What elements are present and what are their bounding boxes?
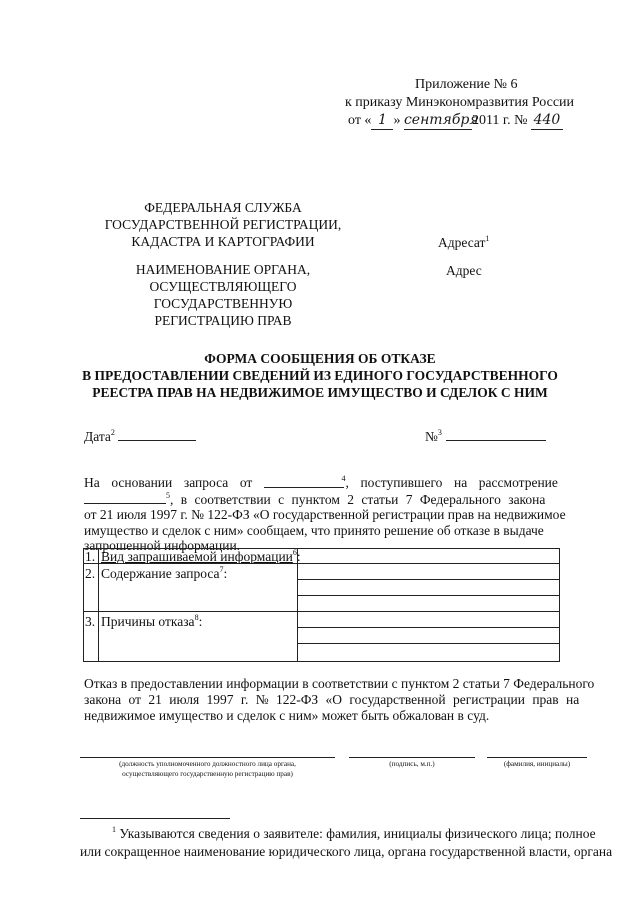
position-caption (80, 759, 335, 779)
title-line: ФОРМА СООБЩЕНИЯ ОБ ОТКАЗЕ (204, 351, 436, 366)
date-label (84, 428, 115, 445)
handwritten-number: 440 (531, 112, 563, 130)
appeal-line-2: закона от 21 июля 1997 г. № 122-ФЗ «О государственной регистрации прав на (84, 692, 580, 707)
word: поступившего (360, 475, 443, 490)
label-text: Содержание запроса (101, 566, 220, 581)
appendix-date-mid: » (393, 113, 401, 128)
request-text: , в соответствии с пунктом 2 статьи 7 Федерального закона (170, 492, 546, 507)
word: на (453, 475, 468, 490)
appendix-date-line (348, 112, 563, 130)
name-caption: (фамилия, инициалы) (503, 760, 571, 768)
service-line: ФЕДЕРАЛЬНАЯ СЛУЖБА (144, 200, 302, 215)
label-text: Причины отказа (101, 614, 195, 629)
receipt-date-field[interactable] (84, 490, 166, 504)
service-line: ГОСУДАРСТВЕННОЙ РЕГИСТРАЦИИ, (104, 217, 342, 232)
word: рассмотрение (478, 475, 558, 490)
footnote-ref: 5 (166, 491, 170, 500)
title-line: В ПРЕДОСТАВЛЕНИИ СВЕДЕНИЙ ИЗ ЕДИНОГО ГОСУДАРСТВЕННОГО (82, 368, 558, 383)
appendix-order: к приказу Минэкономразвития России (345, 95, 575, 110)
organ-line: ГОСУДАРСТВЕННУЮ (153, 296, 293, 311)
footnote-line-2: или сокращенное наименование юридического лица, органа государственной власти, органа (80, 844, 613, 859)
request-line-5: запрошенной информации. (84, 538, 241, 553)
appeal-line-1: Отказ в предоставлении информации в соответствии с пунктом 2 статьи 7 Федерального (84, 676, 595, 691)
word: запроса (183, 475, 229, 490)
request-line-3: от 21 июля 1997 г. № 122-ФЗ «О государственной регистрации прав на недвижимое (84, 507, 566, 522)
form-title (60, 350, 580, 401)
footnote-ref: 6 (292, 548, 297, 557)
footnote-ref: 1 (112, 825, 116, 834)
table-row-1-label (101, 548, 301, 565)
table-row-1-num: 1. (85, 549, 96, 564)
organ-line: РЕГИСТРАЦИЮ ПРАВ (154, 313, 292, 328)
caption-line: осуществляющего государственную регистрацию прав) (122, 770, 293, 778)
service-line: КАДАСТРА И КАРТОГРАФИИ (131, 234, 315, 249)
request-date-field[interactable] (264, 474, 344, 488)
word: от (239, 475, 253, 490)
footnote-ref: 7 (219, 565, 224, 574)
addressee-text: Адресат (438, 235, 486, 250)
appendix-year: 2011 г. № (471, 113, 528, 128)
footnote-ref: 2 (110, 428, 115, 437)
table-row-2-label (101, 565, 227, 582)
appeal-line-3: недвижимое имущество и сделок с ним» может быть обжалован в суд. (84, 708, 490, 723)
footnote-line-1 (112, 825, 596, 842)
position-field[interactable] (80, 757, 335, 758)
appendix-date-prefix: от « (348, 113, 372, 128)
footnote-ref: 3 (437, 428, 442, 437)
caption-line: (должность уполномоченного должностного лица органа, (119, 760, 296, 768)
address-label: Адрес (446, 263, 482, 278)
date-text: Дата (84, 429, 111, 444)
organ-line: ОСУЩЕСТВЛЯЮЩЕГО (149, 279, 297, 294)
info-table (83, 548, 560, 662)
handwritten-day: 1 (371, 112, 393, 130)
table-row-2-num: 2. (85, 566, 96, 581)
word: основании (111, 475, 173, 490)
number-label (425, 428, 442, 445)
label-suffix: : (223, 566, 228, 581)
title-line: РЕЕСТРА ПРАВ НА НЕДВИЖИМОЕ ИМУЩЕСТВО И СДЕЛОК С НИМ (92, 385, 548, 400)
number-field[interactable] (446, 440, 546, 441)
date-field[interactable] (118, 440, 196, 441)
request-line-1: На основании запроса от $^4$, поступившего на рассмотрение (84, 474, 558, 490)
word: На (84, 475, 100, 490)
handwritten-month: сентября (403, 112, 479, 128)
number-text: № (425, 429, 438, 444)
table-row-3-value[interactable] (298, 612, 559, 660)
label-suffix: : (198, 614, 203, 629)
footnote-separator (80, 818, 230, 819)
addressee-label (438, 234, 489, 251)
footnote-text: Указываются сведения о заявителе: фамилия, инициалы физического лица; полное (116, 826, 596, 841)
footnote-ref: 4 (341, 474, 346, 483)
signature-field[interactable] (349, 757, 475, 758)
request-line-4: имущество и сделок с ним» сообщаем, что принято решение об отказе в выдаче (84, 523, 544, 538)
organ-line: НАИМЕНОВАНИЕ ОРГАНА, (135, 262, 311, 277)
name-field[interactable] (487, 757, 587, 758)
table-row-1-value[interactable] (298, 549, 559, 563)
organ-name (78, 261, 368, 329)
service-name (78, 199, 368, 250)
appendix-title: Приложение № 6 (415, 77, 518, 92)
label-text: Вид запрашиваемой информации (101, 549, 293, 564)
signature-caption: (подпись, м.п.) (389, 760, 435, 768)
table-row-2-value[interactable] (298, 564, 559, 611)
table-row-3-label (101, 613, 202, 630)
footnote-ref: 8 (194, 613, 199, 622)
table-row-3-num: 3. (85, 614, 96, 629)
label-suffix: : (296, 549, 301, 564)
footnote-ref: 1 (485, 234, 490, 243)
